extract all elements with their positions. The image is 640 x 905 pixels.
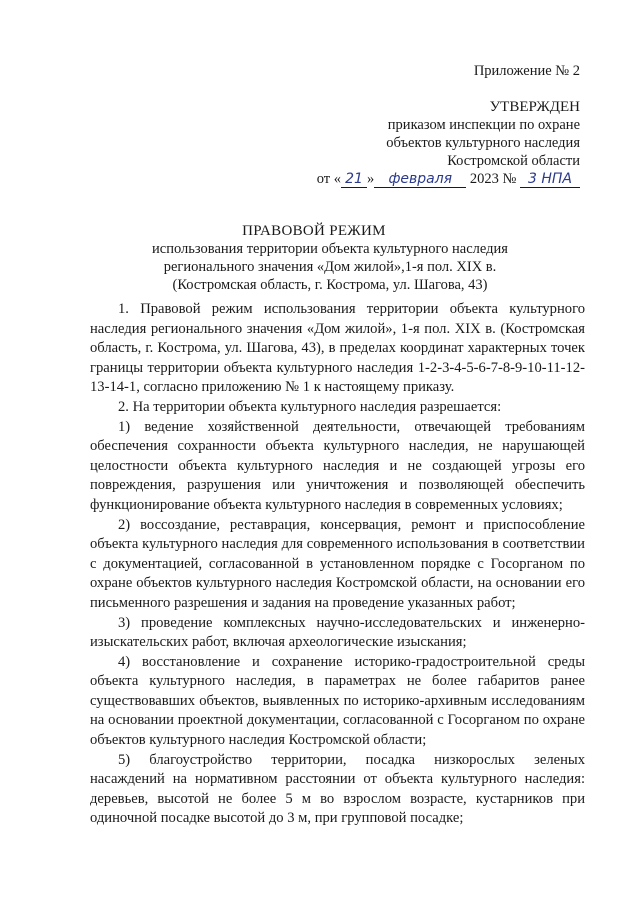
appendix-label: Приложение № 2 bbox=[473, 63, 580, 79]
paragraph-item-2: 2) воссоздание, реставрация, консервация, ремонт и приспособление объекта культурного наследия для современного использования в соответствии с документацией, согласованной в установленном порядке с Госорганом по охране объектов культурного наследия Костромской области, на основании его письменного разрешения и задания на проведение указанных работ; bbox=[90, 516, 585, 611]
title-subline-1: использования территории объекта культурного наследия bbox=[152, 241, 508, 257]
order-number-handwritten: 3 НПА bbox=[528, 171, 572, 187]
date-year: 2023 № bbox=[469, 171, 517, 187]
date-month-handwritten: февраля bbox=[388, 171, 453, 187]
title-subline-2: регионального значения «Дом жилой»,1-я пол. XIX в. bbox=[163, 259, 497, 275]
paragraph-2: 2. На территории объекта культурного наследия разрешается: bbox=[118, 398, 502, 415]
date-day-field bbox=[341, 171, 367, 188]
order-number-field bbox=[520, 171, 580, 188]
date-month-field bbox=[374, 171, 466, 188]
date-mid: » bbox=[367, 171, 375, 187]
paragraph-item-5: 5) благоустройство территории, посадка низкорослых зеленых насаждений на нормативном расстоянии от объекта культурного наследия: деревьев, высотой не более 5 м во взрослом возрасте, кустарников при одиночной посадке высотой до 3 м, при групповой посадке; bbox=[90, 751, 585, 827]
paragraph-item-1: 1) ведение хозяйственной деятельности, отвечающей требованиям обеспечения сохранности объекта культурного наследия, не нарушающей целостности объекта культурного наследия и не создающей угрозы его повреждения, разрушения или уничтожения и позволяющей обеспечить функционирование объекта культурного наследия в современных условиях; bbox=[90, 418, 585, 513]
approval-line-2: объектов культурного наследия bbox=[386, 135, 580, 151]
approval-date-line bbox=[317, 170, 580, 188]
paragraph-item-4: 4) восстановление и сохранение историко-градостроительной среды объекта культурного наследия, в параметрах не более габаритов ранее существовавших объектов, выявленных по историко-архивным исследованиям на основании проектной документации, согласованной с Госорганом по охране объектов культурного наследия Костромской области; bbox=[90, 653, 585, 749]
date-day-handwritten: 21 bbox=[345, 171, 363, 187]
paragraph-1: 1. Правовой режим использования территории объекта культурного наследия регионального значения «Дом жилой», 1-я пол. XIX в. (Костромская область, г. Кострома, ул. Шагова, 43), в пределах координат характерных точек границы территории объекта культурного наследия 1-2-3-4-5-6-7-8-9-10-11-12-13-14-1, согласно приложению № 1 к настоящему приказу. bbox=[90, 301, 585, 396]
paragraph-item-3: 3) проведение комплексных научно-исследовательских и инженерно-изыскательских работ, включая археологические изыскания; bbox=[90, 614, 585, 651]
title-subline-3: (Костромская область, г. Кострома, ул. Шагова, 43) bbox=[172, 277, 488, 293]
document-body bbox=[90, 296, 585, 829]
document-title: ПРАВОВОЙ РЕЖИМ bbox=[242, 223, 386, 239]
date-prefix: от « bbox=[316, 171, 342, 187]
approval-line-3: Костромской области bbox=[447, 153, 580, 169]
approval-line-1: приказом инспекции по охране bbox=[387, 117, 580, 133]
approved-heading: УТВЕРЖДЕН bbox=[489, 99, 580, 115]
